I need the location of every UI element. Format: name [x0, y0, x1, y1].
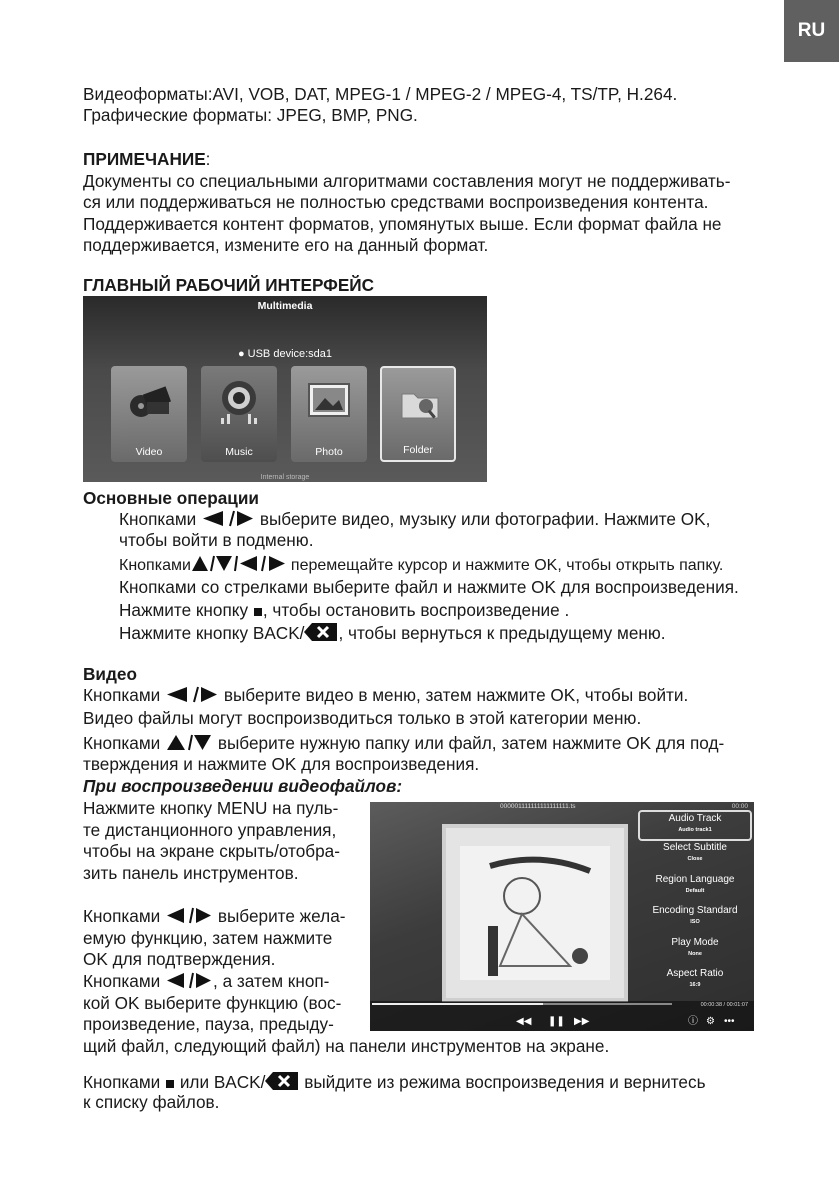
note-heading-text: ПРИМЕЧАНИЕ: [83, 149, 206, 169]
music-tile-label: Music: [225, 446, 253, 458]
main-interface-heading: ГЛАВНЫЙ РАБОЧИЙ ИНТЕРФЕЙС: [83, 275, 375, 295]
video-frame: [442, 824, 628, 1002]
video-formats: Видеоформаты:AVI, VOB, DAT, MPEG-1 / MPEG-2 / MPEG-4, TS/TP, H.264.: [83, 84, 678, 104]
basic-ops-l1-start: Кнопками: [119, 509, 197, 529]
photo-tile[interactable]: [291, 366, 367, 462]
toolbar-menu: [636, 810, 754, 999]
exit-line-2: к списку файлов.: [83, 1092, 220, 1112]
play-mode-value: None: [688, 950, 702, 957]
playback-p3-line-3: произведение, пауза, предыду-: [83, 1014, 334, 1034]
exit-line-1: [83, 1071, 755, 1094]
select-subtitle-title: Select Subtitle: [663, 842, 727, 853]
playback-p2-line-3: OK для подтверждения.: [83, 949, 276, 969]
basic-ops-l1-end: выберите видео, музыку или фотографии. Нажмите OK,: [259, 509, 711, 529]
rewind-icon[interactable]: ◀◀: [516, 1016, 532, 1027]
basic-ops-line-2: [119, 555, 756, 577]
playback-p2-line-1: [83, 906, 358, 928]
audio-track-title: Audio Track: [668, 813, 722, 824]
video-filename: 000001111111111111111.ts: [500, 803, 576, 810]
playback-p1-line-1: Нажмите кнопку MENU на пуль-: [83, 798, 339, 818]
video-l3-start: Кнопками: [83, 733, 161, 753]
multimedia-title: Multimedia: [257, 300, 313, 312]
left-right-arrows-icon: [201, 510, 255, 527]
usb-lock-icon: ●: [237, 348, 245, 360]
four-way-arrows-icon: [191, 555, 291, 572]
playback-p2-start: Кнопками: [83, 906, 161, 926]
note-line-4: поддерживается, измените его на данный формат.: [83, 235, 489, 255]
usb-device-text: USB device:sda1: [247, 348, 333, 360]
playback-p1-line-4: зить панель инструментов.: [83, 863, 299, 883]
left-right-arrows-icon: [165, 972, 213, 989]
basic-ops-line-5: [119, 622, 756, 645]
speaker-icon: [215, 376, 263, 424]
video-player-screenshot: [370, 802, 754, 1031]
multimedia-screenshot: [83, 296, 487, 482]
basic-ops-l4-start: Нажмите кнопку: [119, 600, 249, 620]
left-right-arrows-icon: [165, 907, 213, 924]
pause-icon[interactable]: ❚❚: [548, 1016, 565, 1027]
back-x-icon: [304, 622, 338, 642]
stop-icon: [253, 606, 263, 618]
more-options-icon[interactable]: •••: [724, 1016, 735, 1027]
basic-ops-line-3: Кнопками со стрелками выберите файл и нажмите OK для воспроизведения.: [119, 577, 739, 597]
language-tab: RU: [784, 0, 839, 62]
video-l1-end: выберите видео в меню, затем нажмите OK, чтобы войти.: [223, 685, 689, 705]
video-line-3b: тверждения и нажмите OK для воспроизведения.: [83, 754, 480, 774]
menu-play-mode[interactable]: [636, 936, 754, 968]
photo-frame-icon: [305, 376, 353, 424]
audio-track-value: Audio track1: [678, 827, 712, 833]
playback-p3-line-2: кой OK выберите функцию (вос-: [83, 993, 342, 1013]
music-tile[interactable]: [201, 366, 277, 462]
folder-tile-label: Folder: [403, 444, 433, 456]
photo-tile-label: Photo: [315, 446, 343, 458]
note-heading: [83, 149, 755, 171]
exit-start: Кнопками: [83, 1072, 161, 1092]
exit-end: выйдите из режима воспроизведения и вернитесь: [304, 1072, 706, 1092]
menu-region-language[interactable]: [636, 873, 754, 905]
playback-p3-line-1: [83, 971, 358, 993]
up-down-arrows-icon: [165, 734, 213, 751]
usb-device-label: [83, 348, 487, 360]
play-mode-title: Play Mode: [671, 936, 719, 948]
film-reel-icon: [125, 376, 173, 424]
basic-ops-l2-start: Кнопками: [119, 557, 191, 574]
aspect-ratio-title: Aspect Ratio: [666, 968, 724, 979]
playback-p3-start: Кнопками: [83, 971, 161, 991]
basic-ops-l5-start: Нажмите кнопку BACK/: [119, 623, 305, 643]
region-language-title: Region Language: [655, 873, 735, 885]
video-heading: Видео: [83, 664, 137, 684]
basic-ops-line-1b: чтобы войти в подменю.: [119, 530, 314, 550]
menu-encoding-standard[interactable]: [636, 904, 754, 936]
menu-aspect-ratio[interactable]: [636, 967, 754, 999]
fast-forward-icon[interactable]: ▶▶: [574, 1016, 590, 1027]
progress-bar[interactable]: [372, 1003, 672, 1005]
back-x-icon: [265, 1071, 299, 1091]
playback-p3-line-4: щий файл, следующий файл) на панели инструментов на экране.: [83, 1036, 610, 1056]
playback-p2-line-2: емую функцию, затем нажмите: [83, 928, 333, 948]
settings-gear-icon[interactable]: ⚙: [706, 1016, 715, 1027]
graphic-formats: Графические форматы: JPEG, BMP, PNG.: [83, 105, 418, 125]
playback-heading: При воспроизведении видеофайлов:: [83, 776, 403, 796]
video-clock: 00:00: [731, 803, 748, 810]
basic-ops-l5-end: , чтобы вернуться к предыдущему меню.: [338, 623, 666, 643]
video-tile[interactable]: [111, 366, 187, 462]
region-language-value: Default: [685, 887, 705, 894]
exit-back: или BACK/: [179, 1072, 266, 1092]
playback-p3-end: , а затем кноп-: [213, 971, 330, 991]
folder-tile[interactable]: [380, 366, 456, 462]
aspect-ratio-value: 16:9: [689, 982, 701, 988]
note-heading-colon: :: [205, 149, 211, 169]
basic-ops-l4-end: , чтобы остановить воспроизведение .: [262, 600, 570, 620]
player-control-bar: [370, 1001, 754, 1031]
internal-storage-label: Internal storage: [260, 474, 310, 481]
video-line-3: [83, 733, 755, 755]
basic-ops-l2-end: перемещайте курсор и нажмите OK, чтобы открыть папку.: [290, 557, 724, 574]
playback-p1-line-2: те дистанционного управления,: [83, 820, 337, 840]
note-line-1: Документы со специальными алгоритмами составления могут не поддерживать-: [83, 171, 731, 191]
encoding-standard-title: Encoding Standard: [652, 905, 738, 916]
folder-icon: [396, 378, 444, 426]
info-icon[interactable]: ⓘ: [688, 1016, 698, 1027]
menu-audio-track[interactable]: [638, 810, 752, 841]
playback-p1-line-3: чтобы на экране скрыть/отобра-: [83, 841, 340, 861]
video-l3-end: выберите нужную папку или файл, затем нажмите OK для под-: [217, 733, 725, 753]
playback-time: 00:00:38 / 00:01:07: [700, 1002, 748, 1008]
video-line-1: [83, 685, 755, 707]
basic-ops-heading: Основные операции: [83, 488, 259, 508]
menu-select-subtitle[interactable]: [636, 841, 754, 873]
drawing-image: [460, 846, 610, 980]
progress-fill: [372, 1003, 543, 1005]
basic-ops-line-1: [119, 509, 756, 531]
playback-p2-end: выберите жела-: [217, 906, 346, 926]
stop-icon: [165, 1078, 175, 1090]
video-l1-start: Кнопками: [83, 685, 161, 705]
encoding-standard-value: ISO: [690, 919, 700, 925]
left-right-arrows-icon: [165, 686, 219, 703]
note-line-3: Поддерживается контент форматов, упомянутых выше. Если формат файла не: [83, 214, 722, 234]
basic-ops-line-4: [119, 600, 756, 622]
note-line-2: ся или поддерживаться не полностью средствами воспроизведения контента.: [83, 192, 709, 212]
select-subtitle-value: Close: [687, 856, 703, 862]
video-tile-label: Video: [135, 446, 163, 458]
video-line-2: Видео файлы могут воспроизводиться только в этой категории меню.: [83, 708, 642, 728]
